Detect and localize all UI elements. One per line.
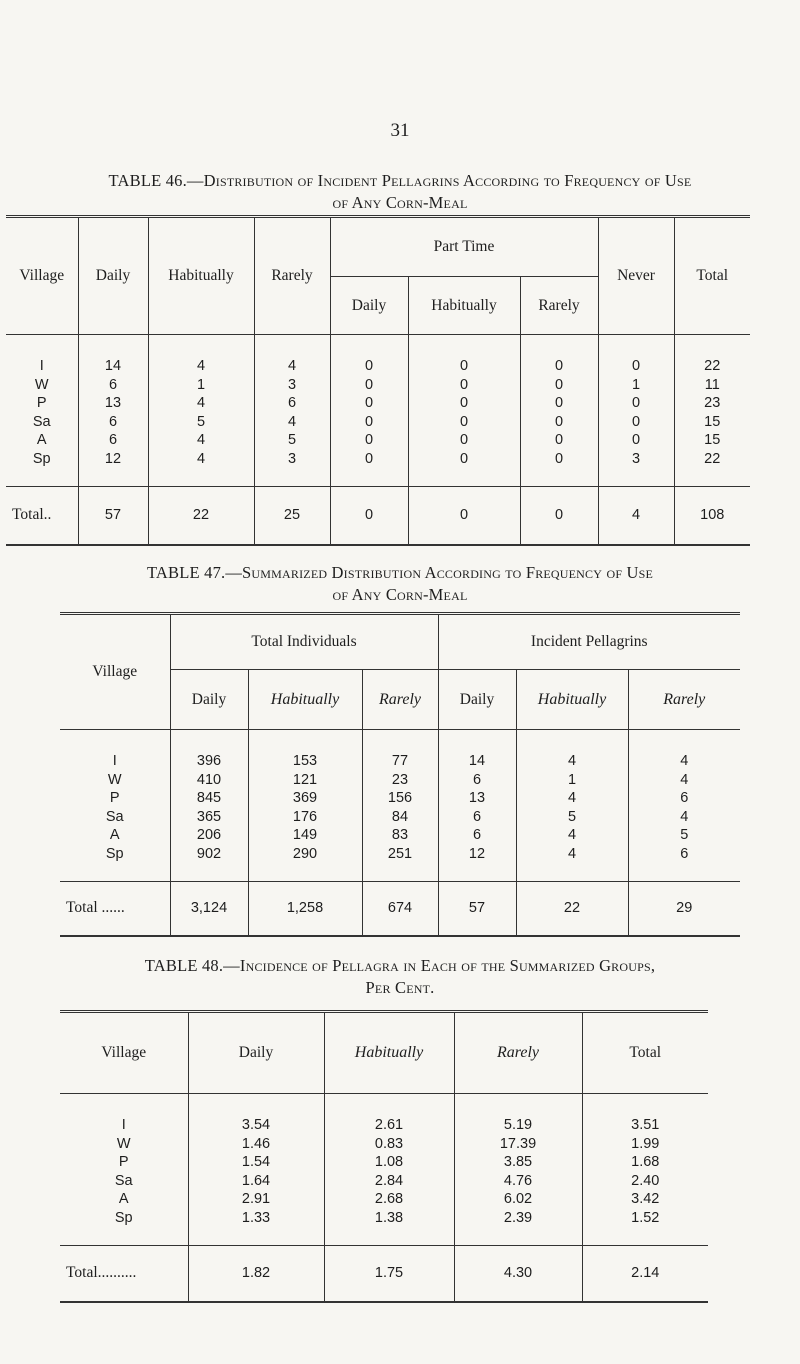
t48-cell-villages: I [121,1117,126,1133]
t48-cell-daily: 3.54 [188,1094,324,1135]
table47-title [0,562,800,606]
t47-row [60,730,740,771]
t48-cell-daily: 1.33 [188,1209,324,1246]
t46-cell-rarely: 4 [254,413,330,432]
page-number: 31 [390,120,410,141]
t48-cell-habitually: 1.08 [324,1153,454,1172]
t48-cell-rarely: 2.39 [454,1209,582,1246]
t46-header-total: Total [674,217,750,335]
t47-total-label: Total ...... [60,882,170,936]
t48-cell-daily: 1.46 [188,1135,324,1154]
t46-cell-daily: 13 [78,394,148,413]
t46-cell-total: 15 [674,431,750,450]
t46-cell-rarely: 6 [254,394,330,413]
t47-header-total-individuals: Total Individuals [170,614,438,670]
t48-cell-villages: W [116,1135,131,1152]
t46-cell-total: 15 [674,413,750,432]
t47-cell-ip-rarely: 6 [628,845,740,882]
t46-cell-pt-daily: 0 [330,394,408,413]
t46-cell-daily: 6 [78,413,148,432]
t46-cell-pt-daily: 0 [330,376,408,395]
t47-total-row [60,882,740,936]
t46-cell-rarely: 3 [254,450,330,487]
t48-row [60,1190,708,1209]
t48-cell-total: 3.51 [582,1094,708,1135]
t46-cell-never: 0 [598,431,674,450]
table48 [60,1010,708,1303]
t47-cell-ip-daily: 14 [438,730,516,771]
t46-total-row [6,487,750,545]
t46-cell-habitually: 4 [148,431,254,450]
t46-total-pt-habitually: 0 [408,487,520,545]
t46-header-habitually: Habitually [148,217,254,335]
t47-header-ti-habitually: Habitually [248,670,362,730]
t47-cell-ti-rarely: 84 [362,808,438,827]
t46-header-pt-daily: Daily [330,277,408,335]
t46-cell-daily: 6 [78,376,148,395]
t48-cell-rarely: 3.85 [454,1153,582,1172]
t46-cell-habitually: 4 [148,394,254,413]
t48-cell-daily: 2.91 [188,1190,324,1209]
t47-header-ip-daily: Daily [438,670,516,730]
t47-cell-villages: I [112,753,117,769]
table47-title-line2: of Any Corn-Meal [332,585,468,604]
t48-cell-villages: Sp [114,1209,133,1226]
t47-row [60,826,740,845]
t46-cell-daily: 6 [78,431,148,450]
t46-cell-never: 3 [598,450,674,487]
t46-cell-never: 0 [598,394,674,413]
t47-cell-ti-habitually: 176 [248,808,362,827]
t48-total-rarely: 4.30 [454,1246,582,1302]
t47-cell-ti-daily: 365 [170,808,248,827]
t48-cell-rarely: 5.19 [454,1094,582,1135]
t47-cell-ti-rarely: 83 [362,826,438,845]
t46-cell-pt-daily: 0 [330,335,408,376]
t46-total-total: 108 [674,487,750,545]
t48-cell-rarely: 6.02 [454,1190,582,1209]
t46-header-daily: Daily [78,217,148,335]
t46-cell-villages: I [39,358,44,374]
t47-cell-ip-daily: 6 [438,771,516,790]
t47-total-ti-rarely: 674 [362,882,438,936]
t47-cell-ip-habitually: 4 [516,826,628,845]
t48-total-row [60,1246,708,1302]
t46-cell-pt-rarely: 0 [520,376,598,395]
t47-total-ip-daily: 57 [438,882,516,936]
t47-cell-ti-daily: 845 [170,789,248,808]
t46-cell-villages: W [34,376,49,393]
t48-cell-villages: A [118,1191,129,1207]
t48-cell-rarely: 4.76 [454,1172,582,1191]
t46-cell-habitually: 1 [148,376,254,395]
t46-cell-habitually: 4 [148,335,254,376]
t46-cell-rarely: 4 [254,335,330,376]
t48-cell-villages: Sa [114,1172,133,1189]
t48-cell-total: 3.42 [582,1190,708,1209]
t46-total-pt-daily: 0 [330,487,408,545]
t48-cell-daily: 1.54 [188,1153,324,1172]
t46-cell-total: 11 [674,376,750,395]
table48-title [0,955,800,999]
t48-cell-villages: P [118,1154,129,1170]
t48-row [60,1209,708,1246]
t47-cell-villages: W [107,771,122,788]
t47-cell-ti-rarely: 156 [362,789,438,808]
t46-cell-habitually: 4 [148,450,254,487]
t47-cell-ip-daily: 12 [438,845,516,882]
t47-cell-ip-daily: 6 [438,826,516,845]
t47-header-ip-habitually: Habitually [516,670,628,730]
t47-header-ti-rarely: Rarely [362,670,438,730]
t46-cell-villages: Sp [32,450,51,467]
t47-cell-ip-habitually: 4 [516,845,628,882]
t47-cell-ti-daily: 396 [170,730,248,771]
t48-header-total: Total [582,1012,708,1094]
t48-cell-rarely: 17.39 [454,1135,582,1154]
t46-cell-never: 0 [598,335,674,376]
t46-header-never: Never [598,217,674,335]
t48-header-habitually: Habitually [324,1012,454,1094]
t48-header-daily: Daily [188,1012,324,1094]
t46-cell-villages: A [36,432,47,448]
t48-header-rarely: Rarely [454,1012,582,1094]
t48-cell-total: 1.68 [582,1153,708,1172]
t46-header-village: Village [6,217,78,335]
t46-cell-daily: 12 [78,450,148,487]
table46-title-line1: TABLE 46.—Distribution of Incident Pellagrins According to Frequency of Use [108,171,692,190]
t48-row [60,1094,708,1135]
t46-header-pt-rarely: Rarely [520,277,598,335]
table46-title [0,170,800,214]
t47-row [60,808,740,827]
t46-cell-pt-rarely: 0 [520,431,598,450]
t47-cell-villages: A [109,827,120,843]
t46-cell-total: 23 [674,394,750,413]
t47-cell-ip-habitually: 1 [516,771,628,790]
t47-header-ip-rarely: Rarely [628,670,740,730]
t47-cell-ti-daily: 902 [170,845,248,882]
t47-total-ti-daily: 3,124 [170,882,248,936]
t46-header-rarely: Rarely [254,217,330,335]
t46-total-daily: 57 [78,487,148,545]
t47-cell-ti-habitually: 369 [248,789,362,808]
t46-cell-pt-daily: 0 [330,450,408,487]
t46-row [6,413,750,432]
t47-cell-ti-rarely: 251 [362,845,438,882]
t47-cell-ti-habitually: 121 [248,771,362,790]
t47-cell-ip-rarely: 6 [628,789,740,808]
t47-row [60,771,740,790]
table46-title-line2: of Any Corn-Meal [332,193,468,212]
t47-header-village: Village [60,614,170,730]
t47-row [60,845,740,882]
t47-cell-ip-rarely: 4 [628,808,740,827]
t46-cell-villages: Sa [32,413,51,430]
t48-row [60,1172,708,1191]
table47-title-line1: TABLE 47.—Summarized Distribution According to Frequency of Use [146,563,654,582]
t48-cell-habitually: 0.83 [324,1135,454,1154]
t48-header-village: Village [60,1012,188,1094]
table48-title-line1: TABLE 48.—Incidence of Pellagra in Each of the Summarized Groups, [144,956,656,975]
t48-cell-habitually: 2.61 [324,1094,454,1135]
t46-cell-pt-habitually: 0 [408,335,520,376]
t47-cell-ip-daily: 13 [438,789,516,808]
t46-cell-pt-habitually: 0 [408,413,520,432]
t46-header-part-time: Part Time [330,217,598,277]
t46-cell-never: 1 [598,376,674,395]
t48-row [60,1135,708,1154]
t48-total-daily: 1.82 [188,1246,324,1302]
t48-cell-total: 1.99 [582,1135,708,1154]
table47 [60,612,740,937]
t46-total-label: Total.. [6,487,78,545]
t47-cell-ti-rarely: 23 [362,771,438,790]
t46-total-never: 4 [598,487,674,545]
t47-cell-villages: Sa [105,808,124,825]
t46-row [6,450,750,487]
table48-title-line2: Per Cent. [365,978,435,997]
t47-header-ti-daily: Daily [170,670,248,730]
t46-cell-pt-rarely: 0 [520,450,598,487]
t47-cell-ip-rarely: 5 [628,826,740,845]
t47-cell-ip-rarely: 4 [628,730,740,771]
t46-cell-pt-habitually: 0 [408,394,520,413]
t47-cell-villages: P [109,790,120,806]
t48-row [60,1153,708,1172]
t46-cell-daily: 14 [78,335,148,376]
t46-cell-pt-habitually: 0 [408,376,520,395]
t47-cell-ti-habitually: 153 [248,730,362,771]
t48-cell-habitually: 1.38 [324,1209,454,1246]
t46-row [6,376,750,395]
t48-cell-habitually: 2.68 [324,1190,454,1209]
t46-cell-pt-daily: 0 [330,431,408,450]
t47-cell-ti-habitually: 290 [248,845,362,882]
t47-total-ip-habitually: 22 [516,882,628,936]
t48-total-habitually: 1.75 [324,1246,454,1302]
t48-cell-total: 2.40 [582,1172,708,1191]
t47-cell-ip-daily: 6 [438,808,516,827]
t47-total-ip-rarely: 29 [628,882,740,936]
t46-cell-pt-daily: 0 [330,413,408,432]
t46-row [6,335,750,376]
t46-total-rarely: 25 [254,487,330,545]
t47-row [60,789,740,808]
t47-header-incident-pellagrins: Incident Pellagrins [438,614,740,670]
t48-cell-daily: 1.64 [188,1172,324,1191]
t47-cell-ti-habitually: 149 [248,826,362,845]
t47-cell-ip-rarely: 4 [628,771,740,790]
t46-header-pt-habitually: Habitually [408,277,520,335]
t46-cell-pt-rarely: 0 [520,335,598,376]
t46-cell-pt-rarely: 0 [520,394,598,413]
t46-cell-villages: P [36,395,47,411]
t47-cell-ip-habitually: 4 [516,789,628,808]
table46 [6,215,750,546]
t46-row [6,431,750,450]
t46-cell-pt-habitually: 0 [408,431,520,450]
t47-cell-ti-daily: 206 [170,826,248,845]
t48-total-label: Total.......... [60,1246,188,1302]
t46-cell-pt-habitually: 0 [408,450,520,487]
t46-cell-rarely: 3 [254,376,330,395]
t47-cell-ti-daily: 410 [170,771,248,790]
t47-cell-villages: Sp [105,845,124,862]
t47-cell-ti-rarely: 77 [362,730,438,771]
t47-cell-ip-habitually: 4 [516,730,628,771]
t46-row [6,394,750,413]
t47-total-ti-habitually: 1,258 [248,882,362,936]
t46-cell-rarely: 5 [254,431,330,450]
t47-cell-ip-habitually: 5 [516,808,628,827]
t46-cell-total: 22 [674,450,750,487]
t46-total-pt-rarely: 0 [520,487,598,545]
t46-cell-pt-rarely: 0 [520,413,598,432]
t48-cell-habitually: 2.84 [324,1172,454,1191]
t46-cell-habitually: 5 [148,413,254,432]
t46-total-habitually: 22 [148,487,254,545]
t46-cell-total: 22 [674,335,750,376]
t48-total-total: 2.14 [582,1246,708,1302]
t46-cell-never: 0 [598,413,674,432]
t48-cell-total: 1.52 [582,1209,708,1246]
